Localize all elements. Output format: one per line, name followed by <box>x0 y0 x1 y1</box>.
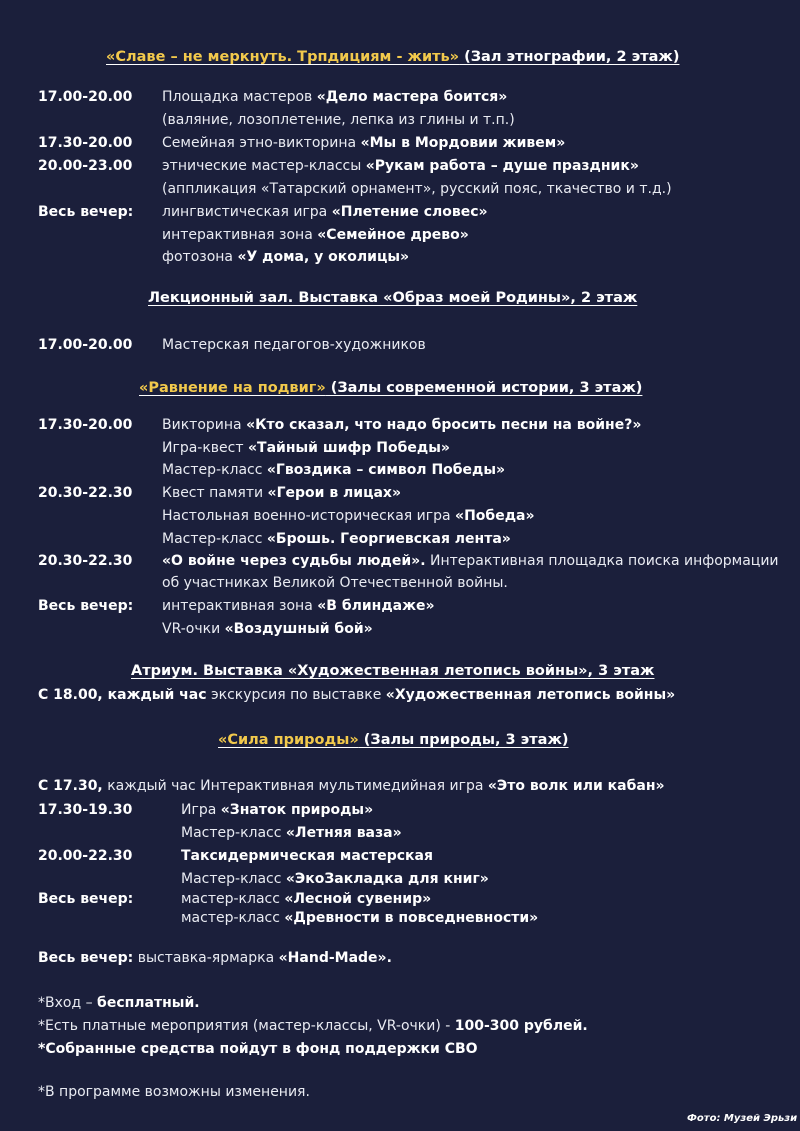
activity-type: (аппликация «Татарский орнамент», русский пояс, ткачество и т.д.) <box>162 181 672 197</box>
activity-type: фотозона <box>162 249 238 265</box>
activity-title: «У дома, у околицы» <box>237 249 410 265</box>
section-title-quote: «Славе – не меркнуть. Трпдициям - жить» <box>106 49 460 65</box>
schedule-time: 20.00-23.00 <box>38 158 133 174</box>
schedule-activity <box>162 415 641 435</box>
nature-first-game: «Это волк или кабан» <box>487 778 665 794</box>
schedule-time: 17.30-20.00 <box>38 135 133 151</box>
schedule-activity <box>162 529 511 549</box>
schedule-time: 17.30-20.00 <box>38 417 133 433</box>
schedule-time: 17.00-20.00 <box>38 337 133 353</box>
activity-title: «Рукам работа – душе праздник» <box>365 158 639 174</box>
note-entry-text: *Вход – <box>38 995 98 1011</box>
activity-type: Мастер-класс <box>162 462 267 478</box>
activity-title: «ЭкоЗакладка для книг» <box>285 871 489 887</box>
schedule-activity <box>162 335 426 355</box>
schedule-activity <box>162 179 672 199</box>
schedule-activity <box>162 619 373 639</box>
schedule-activity <box>181 908 538 928</box>
nature-first-line <box>38 776 665 796</box>
activity-type: Квест памяти <box>162 485 268 501</box>
schedule-time: Весь вечер: <box>38 891 134 907</box>
schedule-activity <box>162 573 508 593</box>
schedule-activity <box>162 438 450 458</box>
activity-title: Таксидермическая мастерская <box>181 848 433 864</box>
activity-type: Игра-квест <box>162 440 248 456</box>
schedule-time: Весь вечер: <box>38 598 134 614</box>
schedule-activity <box>162 87 507 107</box>
schedule-activity <box>181 889 431 909</box>
section-lecture-title: Лекционный зал. Выставка «Образ моей Родины», 2 этаж <box>148 290 638 306</box>
activity-type: мастер-класс <box>181 891 285 907</box>
schedule-activity <box>181 800 373 820</box>
schedule-activity <box>181 846 433 866</box>
schedule-time: 20.30-22.30 <box>38 553 133 569</box>
activity-title: «Лесной сувенир» <box>284 891 432 907</box>
all-evening-label: Весь вечер: <box>38 950 134 966</box>
activity-type: лингвистическая игра <box>162 204 332 220</box>
activity-title: «Кто сказал, что надо бросить песни на войне?» <box>246 417 642 433</box>
activity-type: мастер-класс <box>181 910 285 926</box>
activity-title: «Летняя ваза» <box>285 825 402 841</box>
schedule-time: 17.00-20.00 <box>38 89 133 105</box>
activity-type: Мастер-класс <box>181 871 286 887</box>
photo-credit: Фото: Музей Эрьзи <box>687 1113 798 1124</box>
schedule-activity <box>162 247 409 267</box>
section-title-quote: «Сила природы» <box>218 732 359 748</box>
activity-title: «Гвоздика – символ Победы» <box>266 462 506 478</box>
atrium-line <box>38 685 675 705</box>
schedule-activity <box>162 551 779 571</box>
schedule-time: 17.30-19.30 <box>38 802 133 818</box>
activity-title: «Воздушный бой» <box>224 621 373 637</box>
atrium-desc: экскурсия по выставке <box>206 687 386 703</box>
note-funds: *Собранные средства пойдут в фонд поддержки СВО <box>38 1041 478 1057</box>
activity-title: «Тайный шифр Победы» <box>247 440 450 456</box>
section-ethnography-title <box>106 47 679 67</box>
activity-type: (валяние, лозоплетение, лепка из глины и т.п.) <box>162 112 515 128</box>
schedule-activity <box>162 596 435 616</box>
schedule-time: Весь вечер: <box>38 204 134 220</box>
schedule-activity <box>162 156 639 176</box>
activity-title: «Брошь. Георгиевская лента» <box>266 531 511 547</box>
schedule-time: 20.30-22.30 <box>38 485 133 501</box>
activity-title: «О войне через судьбы людей». <box>162 553 426 569</box>
all-evening-desc: выставка-ярмарка <box>133 950 279 966</box>
activity-title: «Древности в повседневности» <box>284 910 539 926</box>
activity-title: «Герои в лицах» <box>267 485 402 501</box>
atrium-exhibit: «Художественная летопись войны» <box>385 687 676 703</box>
activity-type: этнические мастер-классы <box>162 158 366 174</box>
section-title-quote: «Равнение на подвиг» <box>139 380 326 396</box>
schedule-activity <box>181 869 489 889</box>
activity-title: «Знаток природы» <box>220 802 374 818</box>
activity-type: Семейная этно-викторина <box>162 135 361 151</box>
activity-type: интерактивная зона <box>162 598 318 614</box>
schedule-activity <box>162 110 515 130</box>
activity-type: Мастер-класс <box>181 825 286 841</box>
nature-first-desc: каждый час Интерактивная мультимедийная игра <box>102 778 488 794</box>
all-evening-line <box>38 948 392 968</box>
note-paid-price: 100-300 рублей. <box>454 1018 588 1034</box>
activity-title: «В блиндаже» <box>317 598 435 614</box>
section-title-rest: (Залы природы, 3 этаж) <box>358 732 569 748</box>
schedule-activity <box>181 823 402 843</box>
activity-title: «Семейное древо» <box>317 227 469 243</box>
nature-first-time: С 17.30, <box>38 778 103 794</box>
activity-title: «Победа» <box>455 508 535 524</box>
activity-type: Викторина <box>162 417 247 433</box>
atrium-time: С 18.00, каждый час <box>38 687 207 703</box>
section-title-rest: (Залы современной истории, 3 этаж) <box>325 380 643 396</box>
activity-type: Площадка мастеров <box>162 89 317 105</box>
section-nature-title <box>218 730 569 750</box>
activity-type: Настольная военно-историческая игра <box>162 508 456 524</box>
schedule-activity <box>162 202 488 222</box>
note-paid-text: *Есть платные мероприятия (мастер-классы, VR-очки) - <box>38 1018 455 1034</box>
activity-type: Игра <box>181 802 221 818</box>
activity-title: «Мы в Мордовии живем» <box>360 135 566 151</box>
all-evening-fair: «Hand-Made». <box>278 950 392 966</box>
note-paid <box>38 1016 588 1036</box>
schedule-time: 20.00-22.30 <box>38 848 133 864</box>
activity-title: «Дело мастера боится» <box>316 89 508 105</box>
activity-title: «Плетение словес» <box>331 204 488 220</box>
schedule-activity <box>162 506 535 526</box>
note-changes: *В программе возможны изменения. <box>38 1084 310 1100</box>
schedule-activity <box>162 483 401 503</box>
activity-extra: Интерактивная площадка поиска информации <box>425 553 779 569</box>
activity-type: интерактивная зона <box>162 227 318 243</box>
note-entry-free: бесплатный. <box>97 995 200 1011</box>
activity-type: об участниках Великой Отечественной войны. <box>162 575 508 591</box>
schedule-activity <box>162 225 469 245</box>
section-history-title <box>139 378 642 398</box>
schedule-activity <box>162 460 505 480</box>
activity-type: Мастер-класс <box>162 531 267 547</box>
section-atrium-title: Атриум. Выставка «Художественная летопись войны», 3 этаж <box>131 663 655 679</box>
activity-type: VR-очки <box>162 621 225 637</box>
note-entry <box>38 993 200 1013</box>
schedule-activity <box>162 133 565 153</box>
section-title-rest: (Зал этнографии, 2 этаж) <box>459 49 680 65</box>
activity-type: Мастерская педагогов-художников <box>162 337 426 353</box>
